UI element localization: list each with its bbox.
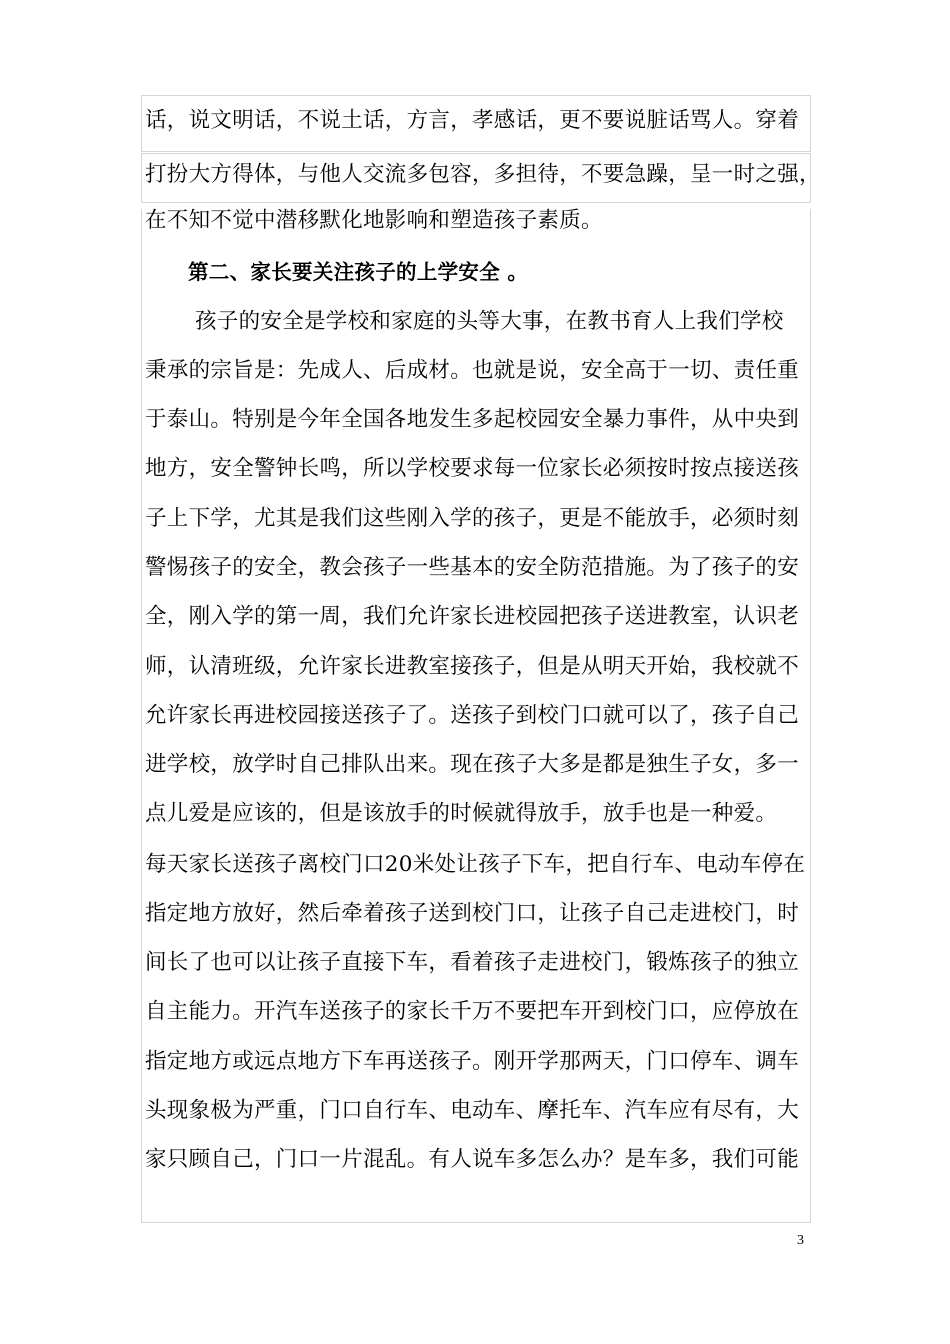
text-line: 秉承的宗旨是：先成人、后成材。也就是说，安全高于一切、责任重 — [145, 358, 800, 383]
text-line: 话，说文明话，不说土话，方言，孝感话，更不要说脏话骂人。穿着 — [145, 108, 800, 133]
page-number: 3 — [797, 1233, 804, 1248]
text-line: 自主能力。开汽车送孩子的家长千万不要把车开到校门口，应停放在 — [145, 999, 800, 1024]
text-line: 在不知不觉中潜移默化地影响和塑造孩子素质。 — [145, 208, 603, 233]
text-line: 指定地方放好，然后牵着孩子送到校门口，让孩子自己走进校门，时 — [145, 901, 800, 926]
text-line: 头现象极为严重，门口自行车、电动车、摩托车、汽车应有尽有，大 — [145, 1098, 800, 1123]
text-line: 于泰山。特别是今年全国各地发生多起校园安全暴力事件，从中央到 — [145, 407, 800, 432]
text-line: 指定地方或远点地方下车再送孩子。刚开学那两天，门口停车、调车 — [145, 1049, 800, 1074]
section-heading: 第二、家长要关注孩子的上学安全 。 — [188, 260, 529, 284]
text-line: 每天家长送孩子离校门口20米处让孩子下车，把自行车、电动车停在 — [145, 852, 806, 877]
text-line: 间长了也可以让孩子直接下车，看着孩子走进校门，锻炼孩子的独立 — [145, 950, 800, 975]
text-line: 打扮大方得体，与他人交流多包容，多担待，不要急躁，呈一时之强， — [145, 162, 821, 187]
text-line: 警惕孩子的安全，教会孩子一些基本的安全防范措施。为了孩子的安 — [145, 555, 800, 580]
text-line: 点儿爱是应该的，但是该放手的时候就得放手，放手也是一种爱。 — [145, 801, 778, 826]
text-line: 全，刚入学的第一周，我们允许家长进校园把孩子送进教室，认识老 — [145, 604, 800, 629]
text-line: 子上下学，尤其是我们这些刚入学的孩子，更是不能放手，必须时刻 — [145, 506, 800, 531]
text-line: 师，认清班级，允许家长进教室接孩子，但是从明天开始，我校就不 — [145, 654, 800, 679]
text-line: 进学校，放学时自己排队出来。现在孩子大多是都是独生子女，多一 — [145, 752, 800, 777]
text-line: 孩子的安全是学校和家庭的头等大事，在教书育人上我们学校 — [195, 309, 784, 334]
text-line: 允许家长再进校园接送孩子了。送孩子到校门口就可以了，孩子自己 — [145, 703, 800, 728]
text-line: 地方，安全警钟长鸣，所以学校要求每一位家长必须按时按点接送孩 — [145, 456, 800, 481]
text-line: 家只顾自己，门口一片混乱。有人说车多怎么办？是车多，我们可能 — [145, 1147, 800, 1172]
